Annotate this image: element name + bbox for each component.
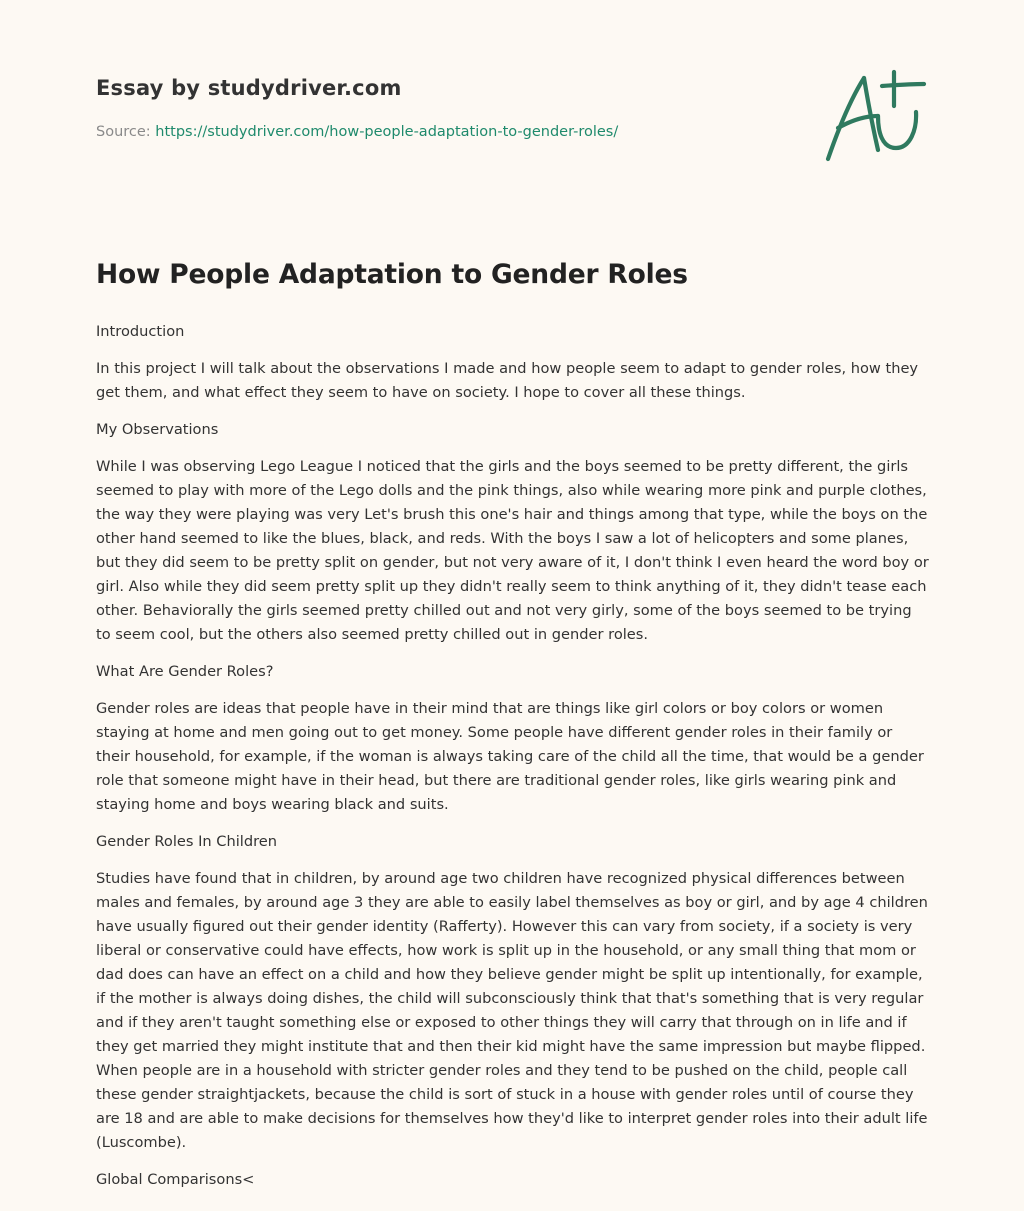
a-plus-logo-icon xyxy=(824,66,928,166)
source-label: Source: xyxy=(96,124,156,140)
section-body-gender-roles: Gender roles are ideas that people have in their mind that are things like girl colors or boy colors or women staying at home and men going out to get money. Some people have different gender roles in their family or their household, for example, if the woman is always taking care of the child all the time, that would be a gender role that someone might have in their head, but there are traditional gender roles, like girls wearing pink and staying home and boys wearing black and suits. xyxy=(96,700,924,813)
section-body-introduction: In this project I will talk about the observations I made and how people seem to adapt to gender roles, how they get them, and what effect they seem to have on society. I hope to cover all these things. xyxy=(96,360,919,401)
source-line xyxy=(96,124,618,140)
brand-title: Essay by studydriver.com xyxy=(96,76,402,100)
page-header xyxy=(96,0,928,200)
article xyxy=(96,256,930,1205)
section-heading-introduction: Introduction xyxy=(96,323,185,340)
section-heading-gender-roles: What Are Gender Roles? xyxy=(96,663,274,680)
section-heading-children: Gender Roles In Children xyxy=(96,833,278,850)
article-title: How People Adaptation to Gender Roles xyxy=(96,259,688,290)
section-heading-observations: My Observations xyxy=(96,421,219,438)
section-body-observations: While I was observing Lego League I noticed that the girls and the boys seemed to be pretty different, the girls seemed to play with more of the Lego dolls and the pink things, also while wearing more pink and purple clothes, the way they were playing was very Let's brush this one's hair and things among that type, while the boys on the other hand seemed to like the blues, black, and reds. With the boys I saw a lot of helicopters and some planes, but they did seem to be pretty split on gender, but not very aware of it, I don't think I even heard the word boy or girl. Also while they did seem pretty split up they didn't really seem to think anything of it, they didn't tease each other. Behaviorally the girls seemed pretty chilled out and not very girly, some of the boys seemed to be trying to seem cool, but the others also seemed pretty chilled out in gender roles. xyxy=(96,458,929,643)
section-heading-global: Global Comparisons< xyxy=(96,1171,255,1188)
source-link[interactable]: https://studydriver.com/how-people-adaptation-to-gender-roles/ xyxy=(155,124,619,140)
section-body-children: Studies have found that in children, by around age two children have recognized physical differences between males and females, by around age 3 they are able to easily label themselves as boy or girl, and by age 4 children have usually figured out their gender identity (Rafferty). However this can vary from society, if a society is very liberal or conservative could have effects, how work is split up in the household, or any small thing that mom or dad does can have an effect on a child and how they believe gender might be split up intentionally, for example, if the mother is always doing dishes, the child will subconsciously think that that's something that is very regular and if they aren't taught something else or exposed to other things they will carry that through on in life and if they get married they might institute that and then their kid might have the same impression but maybe flipped. When people are in a household with stricter gender roles and they tend to be pushed on the child, people call these gender straightjackets, because the child is sort of stuck in a house with gender roles until of course they are 18 and are able to make decisions for themselves how they'd like to interpret gender roles into their adult life (Luscombe). xyxy=(96,870,928,1151)
